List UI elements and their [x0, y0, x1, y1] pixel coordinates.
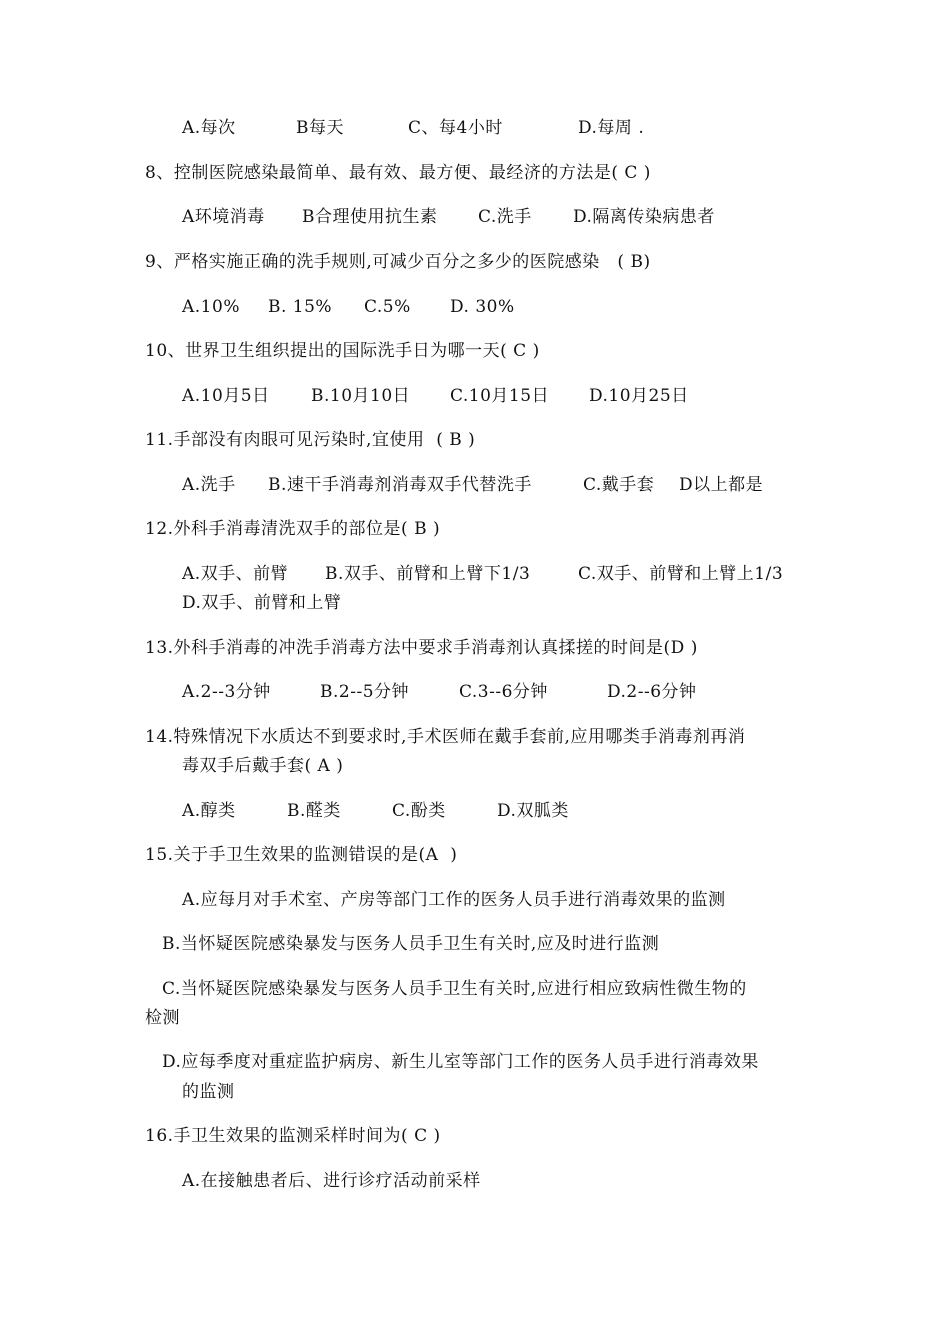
q10-option-c: C.10月15日 — [450, 386, 550, 406]
q11-option-a: A.洗手 — [182, 475, 236, 495]
q8-question: 8、控制医院感染最简单、最有效、最方便、最经济的方法是( C ) — [145, 163, 651, 183]
q9-option-b: B. 15% — [268, 297, 333, 317]
q10-option-d: D.10月25日 — [589, 386, 689, 406]
q9-option-c: C.5% — [364, 297, 411, 317]
q10-option-a: A.10月5日 — [182, 386, 270, 406]
q8-option-c: C.洗手 — [478, 207, 532, 227]
q10-option-b: B.10月10日 — [311, 386, 411, 406]
q14-options — [182, 800, 569, 822]
q15-option-d-line1: D.应每季度对重症监护病房、新生儿室等部门工作的医务人员手进行消毒效果 — [162, 1052, 759, 1072]
q7-option-a: A.每次 — [182, 118, 236, 138]
q12-option-a: A.双手、前臂 — [182, 564, 289, 584]
q7-option-b: B每天 — [296, 118, 344, 138]
q14-question-line1: 14.特殊情况下水质达不到要求时,手术医师在戴手套前,应用哪类手消毒剂再消 — [145, 727, 746, 747]
q11-option-b: B.速干手消毒剂消毒双手代替洗手 — [268, 475, 532, 495]
q12-options — [182, 563, 784, 585]
q10-question: 10、世界卫生组织提出的国际洗手日为哪一天( C ) — [145, 341, 540, 361]
q12-question: 12.外科手消毒清洗双手的部位是( B ) — [145, 519, 441, 539]
q12-option-c: C.双手、前臂和上臂上1/3 — [578, 564, 784, 584]
q12-option-b: B.双手、前臂和上臂下1/3 — [325, 564, 531, 584]
q12-option-d: D.双手、前臂和上臂 — [182, 593, 342, 613]
q9-question: 9、严格实施正确的洗手规则,可减少百分之多少的医院感染 ( B) — [145, 252, 651, 272]
q14-option-c: C.酚类 — [392, 801, 446, 821]
q14-option-b: B.醛类 — [287, 801, 341, 821]
q13-option-a: A.2--3分钟 — [182, 682, 271, 702]
q16-question: 16.手卫生效果的监测采样时间为( C ) — [145, 1126, 441, 1146]
q7-option-d: D.每周 . — [578, 118, 645, 138]
q16-option-a: A.在接触患者后、进行诊疗活动前采样 — [182, 1171, 481, 1191]
q9-options — [182, 296, 515, 318]
q10-options — [182, 385, 689, 407]
q15-question: 15.关于手卫生效果的监测错误的是(A ) — [145, 845, 458, 865]
q11-option-c: C.戴手套 — [583, 475, 655, 495]
q15-option-c-line2: 检测 — [145, 1008, 180, 1028]
q8-option-b: B合理使用抗生素 — [302, 207, 438, 227]
q9-option-a: A.10% — [182, 297, 240, 317]
q15-option-a: A.应每月对手术室、产房等部门工作的医务人员手进行消毒效果的监测 — [182, 890, 726, 910]
q13-option-d: D.2--6分钟 — [607, 682, 697, 702]
q8-option-d: D.隔离传染病患者 — [573, 207, 715, 227]
q15-option-d-line2: 的监测 — [182, 1082, 235, 1102]
q13-question: 13.外科手消毒的冲洗手消毒方法中要求手消毒剂认真揉搓的时间是(D ) — [145, 638, 698, 658]
q13-options — [182, 681, 697, 703]
q14-option-a: A.醇类 — [182, 801, 236, 821]
q9-option-d: D. 30% — [450, 297, 515, 317]
q11-option-d: D以上都是 — [679, 475, 764, 495]
q7-option-c: C、每4小时 — [408, 118, 503, 138]
q8-options — [182, 206, 715, 228]
q14-question-line2: 毒双手后戴手套( A ) — [182, 756, 344, 776]
q15-option-b: B.当怀疑医院感染暴发与医务人员手卫生有关时,应及时进行监测 — [162, 934, 660, 954]
q11-options — [182, 474, 764, 496]
q14-option-d: D.双胍类 — [497, 801, 569, 821]
q15-option-c-line1: C.当怀疑医院感染暴发与医务人员手卫生有关时,应进行相应致病性微生物的 — [162, 979, 747, 999]
q11-question: 11.手部没有肉眼可见污染时,宜使用 ( B ) — [145, 430, 476, 450]
q8-option-a: A环境消毒 — [182, 207, 265, 227]
q13-option-c: C.3--6分钟 — [459, 682, 548, 702]
q7-options — [182, 117, 645, 139]
q13-option-b: B.2--5分钟 — [320, 682, 410, 702]
